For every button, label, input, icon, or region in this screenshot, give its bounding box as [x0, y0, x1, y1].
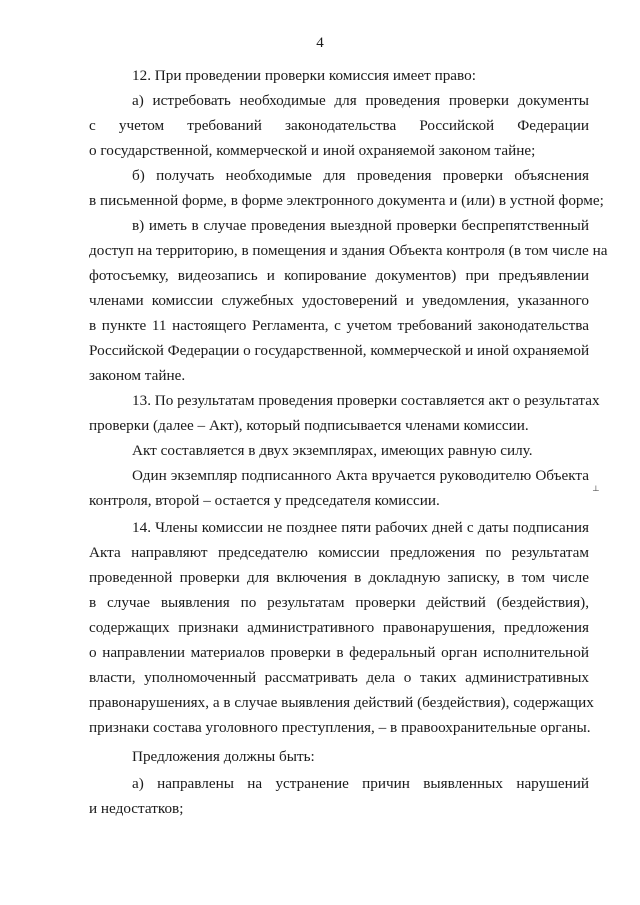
text-line: Акта направляют председателю комиссии предложения по результатам — [89, 544, 589, 561]
text-line: законом тайне. — [89, 367, 186, 384]
text-line: проверки (далее – Акт), который подписывается членами комиссии. — [89, 417, 529, 434]
page-number: 4 — [316, 35, 324, 51]
text-line: Предложения должны быть: — [132, 748, 315, 765]
paragraph-14 — [89, 515, 594, 740]
text-line: в пункте 11 настоящего Регламента, с учетом требований законодательства — [89, 317, 589, 334]
text-line: фотосъемку, видеозапись и копирование документов) при предъявлении — [89, 267, 589, 284]
text-line: правонарушениях, а в случае выявления действий (бездействия), содержащих — [89, 694, 594, 711]
text-line: Акт составляется в двух экземплярах, имеющих равную силу. — [132, 442, 533, 459]
text-line: в) иметь в случае проведения выездной проверки беспрепятственный — [132, 217, 589, 234]
paragraph-12 — [89, 63, 589, 88]
paragraph-15 — [89, 744, 589, 769]
text-line: 13. По результатам проведения проверки составляется акт о результатах — [132, 392, 600, 409]
text-line: содержащих признаки административного правонарушения, предложения — [89, 619, 589, 636]
text-line: контроля, второй – остается у председателя комиссии. — [89, 492, 440, 509]
text-line: 12. При проведении проверки комиссия имеет право: — [132, 67, 476, 84]
paragraph-12b — [89, 163, 604, 213]
text-line: а) истребовать необходимые для проведения проверки документы — [132, 92, 589, 109]
text-line: доступ на территорию, в помещения и здания Объекта контроля (в том числе на — [89, 242, 608, 259]
text-line: признаки состава уголовного преступления, – в правоохранительные органы. — [89, 719, 591, 736]
text-line: о направлении материалов проверки в федеральный орган исполнительной — [89, 644, 589, 661]
document-body — [89, 63, 608, 821]
text-line: а) направлены на устранение причин выявленных нарушений — [132, 775, 589, 792]
text-line: членами комиссии служебных удостоверений и уведомления, указанного — [89, 292, 589, 309]
text-line: в письменной форме, в форме электронного документа и (или) в устной форме; — [89, 192, 604, 209]
paragraph-15a — [89, 771, 589, 821]
text-line: проведенной проверки для включения в докладную записку, в том числе — [89, 569, 589, 586]
text-line: б) получать необходимые для проведения проверки объяснения — [132, 167, 589, 184]
paragraph-12c — [89, 213, 608, 388]
text-line: с учетом требований законодательства Российской Федерации — [89, 117, 589, 134]
paragraph-13 — [89, 388, 600, 438]
text-line: в случае выявления по результатам проверки действий (бездействия), — [89, 594, 589, 611]
text-line: Один экземпляр подписанного Акта вручается руководителю Объекта — [132, 467, 589, 484]
text-line: власти, уполномоченный рассматривать дела о таких административных — [89, 669, 589, 686]
text-line: о государственной, коммерческой и иной охраняемой законом тайне; — [89, 142, 536, 159]
text-line: Российской Федерации о государственной, коммерческой и иной охраняемой — [89, 342, 590, 359]
paragraph-12a — [89, 88, 589, 163]
paragraph-13b — [89, 463, 589, 513]
text-line: и недостатков; — [89, 800, 184, 817]
scan-speck: ⊥ — [592, 484, 600, 493]
paragraph-13a — [89, 438, 589, 463]
text-line: 14. Члены комиссии не позднее пяти рабочих дней с даты подписания — [132, 519, 589, 536]
